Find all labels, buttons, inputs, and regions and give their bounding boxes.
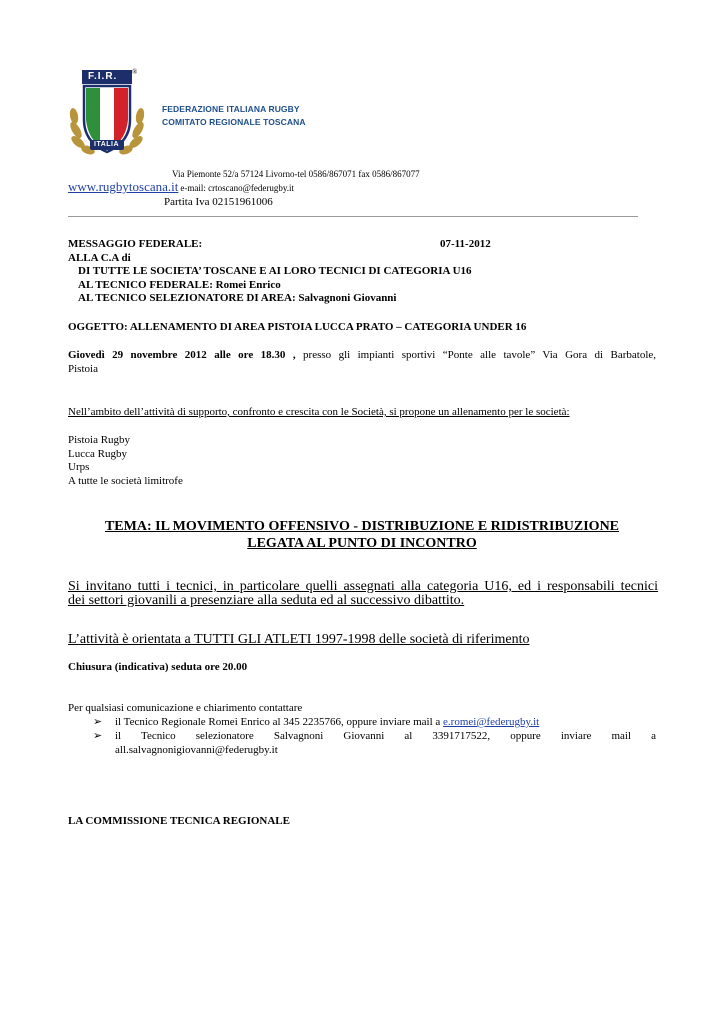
when-line-2: Pistoia <box>68 362 98 375</box>
when-bold: Giovedì 29 novembre 2012 alle ore 18.30 , <box>68 349 296 361</box>
club-item: Lucca Rugby <box>68 447 127 460</box>
recipient-3: AL TECNICO SELEZIONATORE DI AREA: Salvagnoni Giovanni <box>78 292 397 304</box>
recipient-2: AL TECNICO FEDERALE: Romei Enrico <box>78 278 281 291</box>
contact-2-line-2: all.salvagnonigiovanni@federugby.it <box>115 743 278 756</box>
invite-paragraph <box>68 580 658 607</box>
when-paragraph <box>68 349 656 376</box>
contact-1-email-link[interactable]: e.romei@federugby.it <box>443 716 540 728</box>
invite-line-2: dei settori giovanili a presenziare alla seduta ed al successivo dibattito. <box>68 592 465 608</box>
registered-mark: ® <box>132 68 138 76</box>
theme-title <box>68 518 656 552</box>
athletes-line: L’attività è orientata a TUTTI GLI ATLETI 1997-1998 delle società di riferimento <box>68 632 530 647</box>
contact-1-text: il Tecnico Regionale Romei Enrico al 345 2235766, oppure inviare mail a <box>115 716 444 728</box>
signature: LA COMMISSIONE TECNICA REGIONALE <box>68 815 290 827</box>
website-link[interactable]: www.rugbytoscana.it <box>68 179 179 194</box>
vat-number: Partita Iva 02151961006 <box>164 196 273 208</box>
contact-intro: Per qualsiasi comunicazione e chiarimento contattare <box>68 702 303 714</box>
arrow-bullet-icon: ➢ <box>93 716 103 728</box>
website-line <box>68 180 294 196</box>
contact-item-2 <box>115 730 656 757</box>
address-line: Via Piemonte 52/a 57124 Livorno-tel 0586/867071 fax 0586/867077 <box>172 169 420 179</box>
message-label: MESSAGGIO FEDERALE: <box>68 238 203 250</box>
org-line-1: FEDERAZIONE ITALIANA RUGBY <box>162 104 300 114</box>
contact-item-1 <box>115 716 539 730</box>
contact-2-line-1: il Tecnico selezionatore Salvagnoni Giovanni al 3391717522, oppure inviare mail a <box>115 730 656 742</box>
club-item: Pistoia Rugby <box>68 434 131 446</box>
club-item: Urps <box>68 461 90 473</box>
arrow-bullet-icon: ➢ <box>93 730 103 742</box>
email-text: e-mail: crtoscano@federugby.it <box>180 183 295 193</box>
intro-text: Nell’ambito dell’attività di supporto, confronto e crescita con le Società, si propone un allenamento per le società: <box>68 406 570 418</box>
club-item: A tutte le società limitrofe <box>68 474 183 487</box>
logo-badge-text: ITALIA <box>94 141 120 148</box>
closing-time: Chiusura (indicativa) seduta ore 20.00 <box>68 661 248 673</box>
when-rest: presso gli impianti sportivi “Ponte alle tavole” Via Gora di Barbatole, <box>295 349 657 361</box>
theme-line-2: LEGATA AL PUNTO DI INCONTRO <box>247 536 477 551</box>
club-list <box>68 434 183 488</box>
logo-top-text: F.I.R. <box>88 71 118 82</box>
organization-name <box>162 103 306 129</box>
to-header: ALLA C.A di <box>68 251 131 264</box>
message-date: 07-11-2012 <box>440 238 491 250</box>
invite-line-1: Si invitano tutti i tecnici, in particolare quelli assegnati alla categoria U16, ed i responsabili tecnici <box>68 579 658 594</box>
org-line-2: COMITATO REGIONALE TOSCANA <box>162 117 306 127</box>
subject-line: OGGETTO: ALLENAMENTO DI AREA PISTOIA LUCCA PRATO – CATEGORIA UNDER 16 <box>68 321 527 333</box>
theme-line-1: TEMA: IL MOVIMENTO OFFENSIVO - DISTRIBUZIONE E RIDISTRIBUZIONE <box>104 519 620 534</box>
header-divider <box>68 216 638 217</box>
recipient-1: DI TUTTE LE SOCIETA’ TOSCANE E AI LORO TECNICI DI CATEGORIA U16 <box>78 265 472 277</box>
